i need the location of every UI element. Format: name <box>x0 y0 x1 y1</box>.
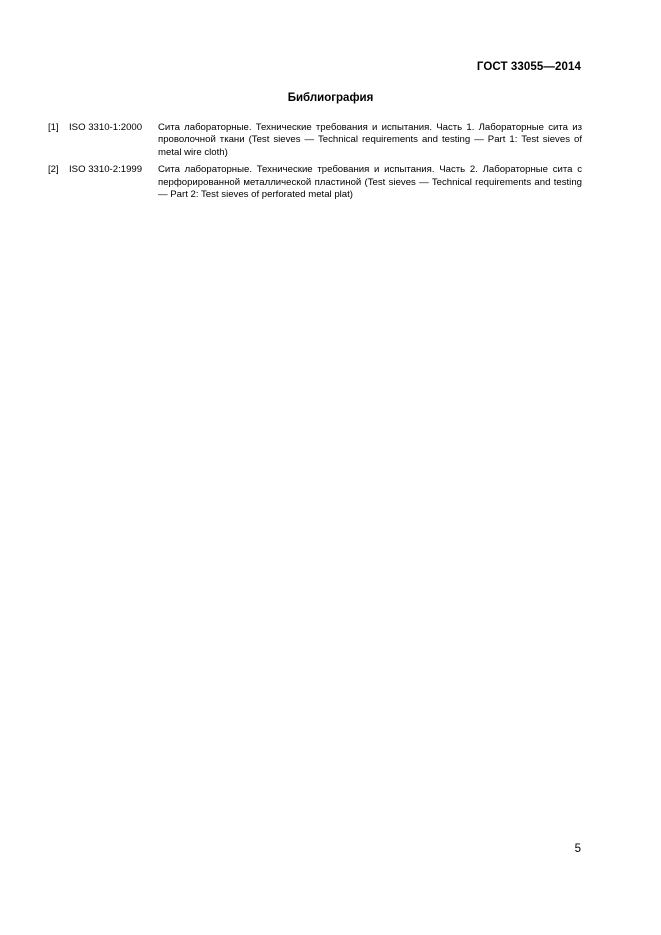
entry-description: Сита лабораторные. Технические требования и испытания. Часть 1. Лабораторные сита из проволочной ткани (Test sieves — Technical requirements and testing — Part 1: Test sieves of metal wire cloth) <box>158 122 582 158</box>
bibliography-entry <box>48 164 582 201</box>
bibliography-title: Библиография <box>287 92 374 104</box>
entry-standard-code: ISO 3310-1:2000 <box>69 122 143 133</box>
page-number: 5 <box>574 843 581 855</box>
entry-number: [2] <box>48 164 59 176</box>
entry-number: [1] <box>48 122 59 133</box>
bibliography-list <box>48 122 582 206</box>
entry-description: Сита лабораторные. Технические требования и испытания. Часть 2. Лабораторные сита с перфорированной металлической пластиной (Test sieves — Technical requirements and testing — Part 2: Test sieves of perforated metal plat) <box>158 164 582 201</box>
entry-standard-code: ISO 3310-2:1999 <box>69 164 143 176</box>
bibliography-entry <box>48 122 582 159</box>
document-id-header: ГОСТ 33055—2014 <box>476 61 581 73</box>
